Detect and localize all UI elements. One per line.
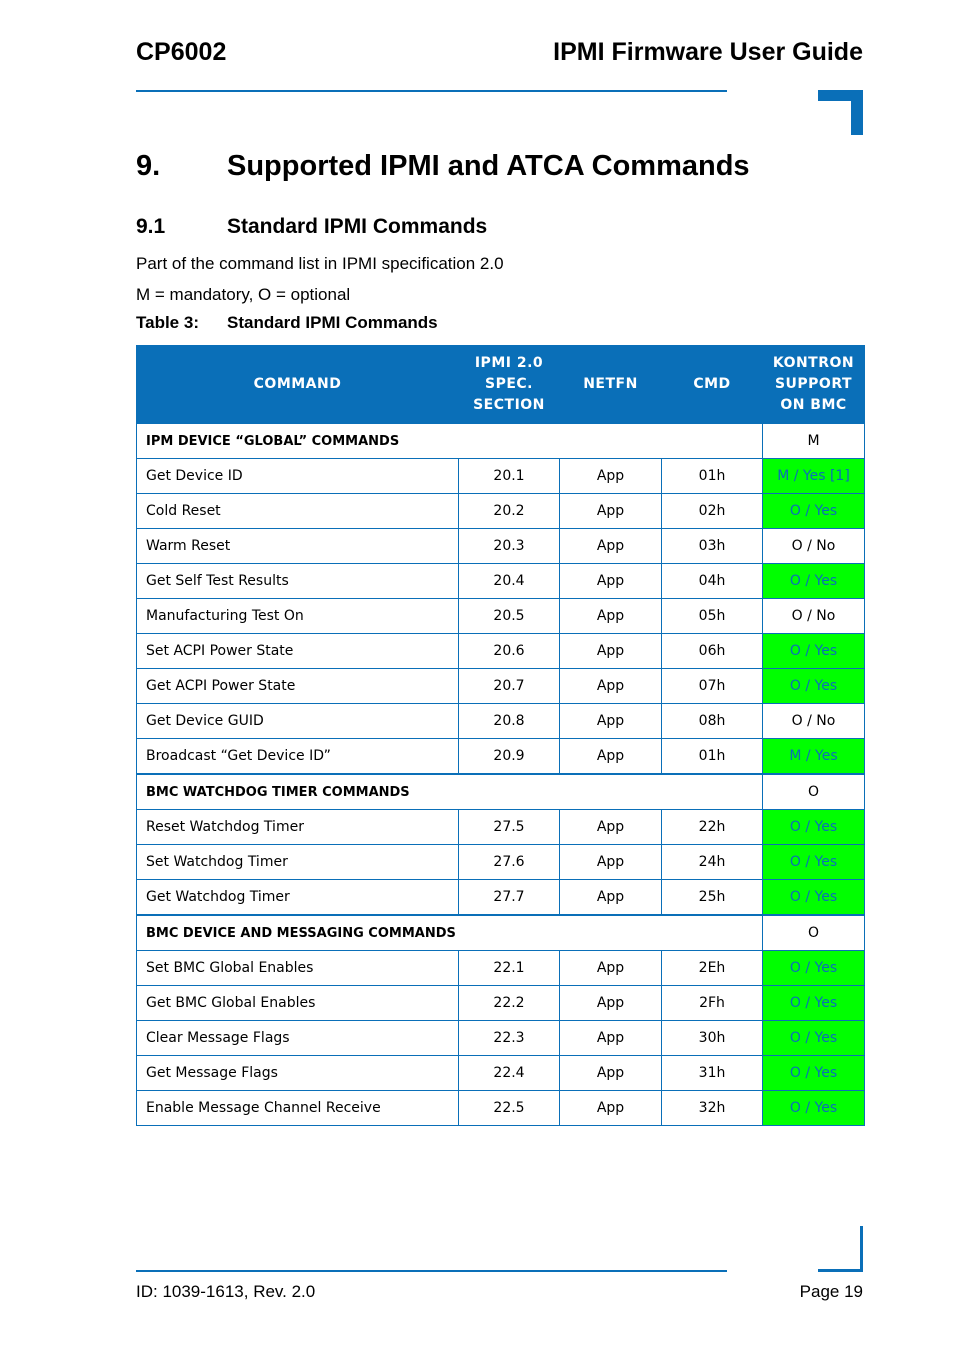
netfn-cell: App: [560, 880, 662, 916]
spec-section-cell: 20.7: [459, 669, 560, 704]
command-cell: Set ACPI Power State: [137, 634, 459, 669]
netfn-cell: App: [560, 599, 662, 634]
table-row: [137, 986, 865, 1021]
table-header-row: [137, 346, 865, 424]
table-row: [137, 494, 865, 529]
cmd-cell: 25h: [662, 880, 763, 916]
command-cell: Set BMC Global Enables: [137, 951, 459, 986]
spec-section-cell: 27.5: [459, 810, 560, 845]
support-cell: O / Yes: [763, 951, 865, 986]
table-row: [137, 810, 865, 845]
support-cell: M / Yes [1]: [763, 459, 865, 494]
spec-section-cell: 20.9: [459, 739, 560, 775]
footer-rule: [136, 1270, 727, 1272]
table-row: [137, 880, 865, 916]
cmd-cell: 32h: [662, 1091, 763, 1126]
section-heading: [136, 215, 487, 239]
footer-doc-id: ID: 1039-1613, Rev. 2.0: [136, 1282, 316, 1301]
netfn-cell: App: [560, 739, 662, 775]
group-name: IPM DEVICE “GLOBAL” COMMANDS: [137, 424, 763, 459]
spec-section-cell: 27.6: [459, 845, 560, 880]
netfn-cell: App: [560, 986, 662, 1021]
cmd-cell: 02h: [662, 494, 763, 529]
command-cell: Get Watchdog Timer: [137, 880, 459, 916]
support-cell: O / Yes: [763, 845, 865, 880]
intro-paragraph: Part of the command list in IPMI specification 2.0: [136, 254, 504, 273]
table-row: [137, 951, 865, 986]
table-row: [137, 704, 865, 739]
cmd-cell: 24h: [662, 845, 763, 880]
spec-section-cell: 20.5: [459, 599, 560, 634]
support-cell: O / Yes: [763, 880, 865, 916]
header-support: KONTRON SUPPORT ON BMC: [763, 346, 865, 424]
cmd-cell: 08h: [662, 704, 763, 739]
support-cell: O / No: [763, 704, 865, 739]
support-cell: O / Yes: [763, 810, 865, 845]
commands-table: [136, 345, 865, 1126]
header-cmd: CMD: [662, 346, 763, 424]
table-caption-title: Standard IPMI Commands: [227, 313, 438, 332]
support-cell: O / Yes: [763, 986, 865, 1021]
command-cell: Manufacturing Test On: [137, 599, 459, 634]
support-cell: O / Yes: [763, 1056, 865, 1091]
cmd-cell: 22h: [662, 810, 763, 845]
cmd-cell: 2Eh: [662, 951, 763, 986]
header-spec-section: IPMI 2.0 SPEC. SECTION: [459, 346, 560, 424]
cmd-cell: 31h: [662, 1056, 763, 1091]
group-row: [137, 424, 865, 459]
netfn-cell: App: [560, 810, 662, 845]
command-cell: Broadcast “Get Device ID”: [137, 739, 459, 775]
support-cell: M / Yes: [763, 739, 865, 775]
spec-section-cell: 20.2: [459, 494, 560, 529]
header-product: CP6002: [136, 38, 227, 66]
table-caption: [136, 313, 438, 333]
table-row: [137, 845, 865, 880]
support-cell: O / No: [763, 599, 865, 634]
chapter-number: 9.: [136, 150, 161, 182]
table-row: [137, 564, 865, 599]
cmd-cell: 06h: [662, 634, 763, 669]
command-cell: Get ACPI Power State: [137, 669, 459, 704]
header-guide-title: IPMI Firmware User Guide: [553, 38, 863, 66]
support-cell: O / Yes: [763, 564, 865, 599]
chapter-heading: [136, 150, 750, 183]
netfn-cell: App: [560, 669, 662, 704]
command-cell: Get BMC Global Enables: [137, 986, 459, 1021]
table-row: [137, 1056, 865, 1091]
netfn-cell: App: [560, 564, 662, 599]
footer-page-number: Page 19: [799, 1282, 863, 1301]
netfn-cell: App: [560, 1021, 662, 1056]
table-row: [137, 599, 865, 634]
group-support: O: [763, 915, 865, 951]
table-row: [137, 1021, 865, 1056]
cmd-cell: 30h: [662, 1021, 763, 1056]
spec-section-cell: 22.3: [459, 1021, 560, 1056]
cmd-cell: 04h: [662, 564, 763, 599]
command-cell: Get Device GUID: [137, 704, 459, 739]
chapter-title: Supported IPMI and ATCA Commands: [227, 150, 750, 182]
command-cell: Set Watchdog Timer: [137, 845, 459, 880]
spec-section-cell: 20.3: [459, 529, 560, 564]
corner-mark-bottom: [818, 1269, 863, 1272]
group-support: O: [763, 774, 865, 810]
table-row: [137, 739, 865, 775]
spec-section-cell: 22.1: [459, 951, 560, 986]
netfn-cell: App: [560, 1056, 662, 1091]
spec-section-cell: 27.7: [459, 880, 560, 916]
group-name: BMC WATCHDOG TIMER COMMANDS: [137, 774, 763, 810]
netfn-cell: App: [560, 845, 662, 880]
command-cell: Cold Reset: [137, 494, 459, 529]
table-row: [137, 459, 865, 494]
group-row: [137, 774, 865, 810]
spec-section-cell: 20.4: [459, 564, 560, 599]
cmd-cell: 03h: [662, 529, 763, 564]
corner-mark-bottom-vertical: [860, 1226, 863, 1272]
command-cell: Get Device ID: [137, 459, 459, 494]
table-caption-label: Table 3:: [136, 313, 199, 332]
spec-section-cell: 22.5: [459, 1091, 560, 1126]
table-body: [137, 424, 865, 1126]
netfn-cell: App: [560, 634, 662, 669]
header-netfn: NETFN: [560, 346, 662, 424]
section-number: 9.1: [136, 215, 166, 238]
corner-mark-top-vertical: [851, 90, 863, 135]
cmd-cell: 05h: [662, 599, 763, 634]
cmd-cell: 2Fh: [662, 986, 763, 1021]
command-cell: Reset Watchdog Timer: [137, 810, 459, 845]
group-row: [137, 915, 865, 951]
netfn-cell: App: [560, 704, 662, 739]
cmd-cell: 01h: [662, 739, 763, 775]
group-name: BMC DEVICE AND MESSAGING COMMANDS: [137, 915, 763, 951]
group-support: M: [763, 424, 865, 459]
netfn-cell: App: [560, 529, 662, 564]
table-row: [137, 1091, 865, 1126]
command-cell: Enable Message Channel Receive: [137, 1091, 459, 1126]
command-cell: Warm Reset: [137, 529, 459, 564]
netfn-cell: App: [560, 1091, 662, 1126]
command-cell: Get Message Flags: [137, 1056, 459, 1091]
spec-section-cell: 20.8: [459, 704, 560, 739]
support-cell: O / Yes: [763, 494, 865, 529]
command-cell: Get Self Test Results: [137, 564, 459, 599]
support-cell: O / Yes: [763, 1021, 865, 1056]
spec-section-cell: 22.4: [459, 1056, 560, 1091]
support-cell: O / Yes: [763, 634, 865, 669]
table-row: [137, 529, 865, 564]
spec-section-cell: 22.2: [459, 986, 560, 1021]
legend-paragraph: M = mandatory, O = optional: [136, 285, 351, 304]
netfn-cell: App: [560, 951, 662, 986]
support-cell: O / No: [763, 529, 865, 564]
spec-section-cell: 20.1: [459, 459, 560, 494]
cmd-cell: 01h: [662, 459, 763, 494]
command-cell: Clear Message Flags: [137, 1021, 459, 1056]
header-rule: [136, 90, 727, 92]
header-command: COMMAND: [137, 346, 459, 424]
section-title: Standard IPMI Commands: [227, 215, 488, 238]
netfn-cell: App: [560, 459, 662, 494]
support-cell: O / Yes: [763, 1091, 865, 1126]
netfn-cell: App: [560, 494, 662, 529]
table-row: [137, 669, 865, 704]
cmd-cell: 07h: [662, 669, 763, 704]
spec-section-cell: 20.6: [459, 634, 560, 669]
table-row: [137, 634, 865, 669]
support-cell: O / Yes: [763, 669, 865, 704]
